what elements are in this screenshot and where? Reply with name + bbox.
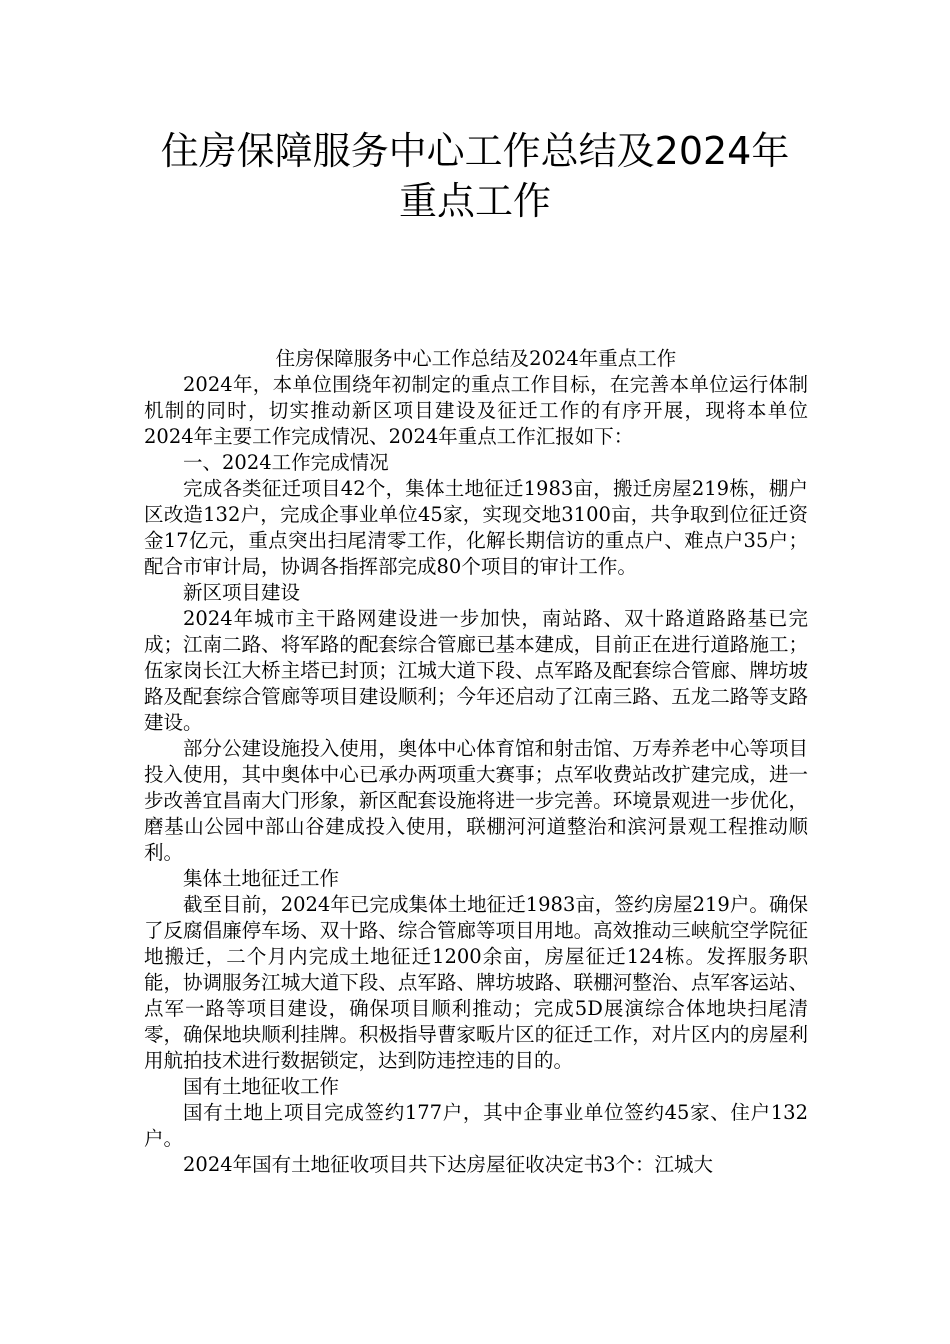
section-heading-work-completion: 一、2024工作完成情况	[183, 451, 389, 474]
paragraph-state-land-decisions: 2024年国有土地征收项目共下达房屋征收决定书3个：江城大	[183, 1153, 714, 1176]
section-heading-collective-land: 集体土地征迁工作	[183, 867, 340, 890]
section-heading-state-land: 国有土地征收工作	[183, 1075, 340, 1098]
document-subtitle: 住房保障服务中心工作总结及2024年重点工作	[275, 347, 677, 370]
paragraph-public-facilities: 部分公建设施投入使用，奥体中心体育馆和射击馆、万寿养老中心等项目投入使用，其中奥体中心已承办两项重大赛事；点军收费站改扩建完成，进一步改善宜昌南大门形象，新区配套设施将进一步完善。环境景观进一步优化，磨基山公园中部山谷建成投入使用，联棚河河道整治和滨河景观工程推动顺利。	[144, 737, 808, 864]
document-body	[144, 346, 808, 1178]
paragraph-completion-summary: 完成各类征迁项目42个，集体土地征迁1983亩，搬迁房屋219栋，棚户区改造132户，完成企事业单位45家，实现交地3100亩，共争取到位征迁资金17亿元，重点突出扫尾清零工作，化解长期信访的重点户、难点户35户；配合市审计局，协调各指挥部完成80个项目的审计工作。	[144, 477, 808, 578]
section-heading-new-district: 新区项目建设	[183, 581, 301, 604]
paragraph-collective-land: 截至目前，2024年已完成集体土地征迁1983亩，签约房屋219户。确保了反腐倡廉停车场、双十路、综合管廊等项目用地。高效推动三峡航空学院征地搬迁，二个月内完成土地征迁1200余亩，房屋征迁124栋。发挥服务职能，协调服务江城大道下段、点军路、牌坊坡路、联棚河整治、点军客运站、点军一路等项目建设，确保项目顺利推动；完成5D展演综合体地块扫尾清零，确保地块顺利挂牌。积极指导曹家畈片区的征迁工作，对片区内的房屋利用航拍技术进行数据锁定，达到防违控违的目的。	[144, 893, 808, 1072]
document-title-line-1: 住房保障服务中心工作总结及2024年	[160, 129, 790, 173]
document-title-line-2: 重点工作	[398, 179, 551, 223]
paragraph-intro: 2024年，本单位围绕年初制定的重点工作目标，在完善本单位运行体制机制的同时，切实推动新区项目建设及征迁工作的有序开展，现将本单位2024年主要工作完成情况、2024年重点工作汇报如下：	[144, 373, 808, 448]
document-title	[100, 126, 850, 226]
paragraph-road-network: 2024年城市主干路网建设进一步加快，南站路、双十路道路路基已完成；江南二路、将军路的配套综合管廊已基本建成，目前正在进行道路施工；伍家岗长江大桥主塔已封顶；江城大道下段、点军路及配套综合管廊、牌坊坡路及配套综合管廊等项目建设顺利；今年还启动了江南三路、五龙二路等支路建设。	[144, 607, 808, 734]
paragraph-state-land-signing: 国有土地上项目完成签约177户，其中企事业单位签约45家、住户132户。	[144, 1101, 808, 1150]
